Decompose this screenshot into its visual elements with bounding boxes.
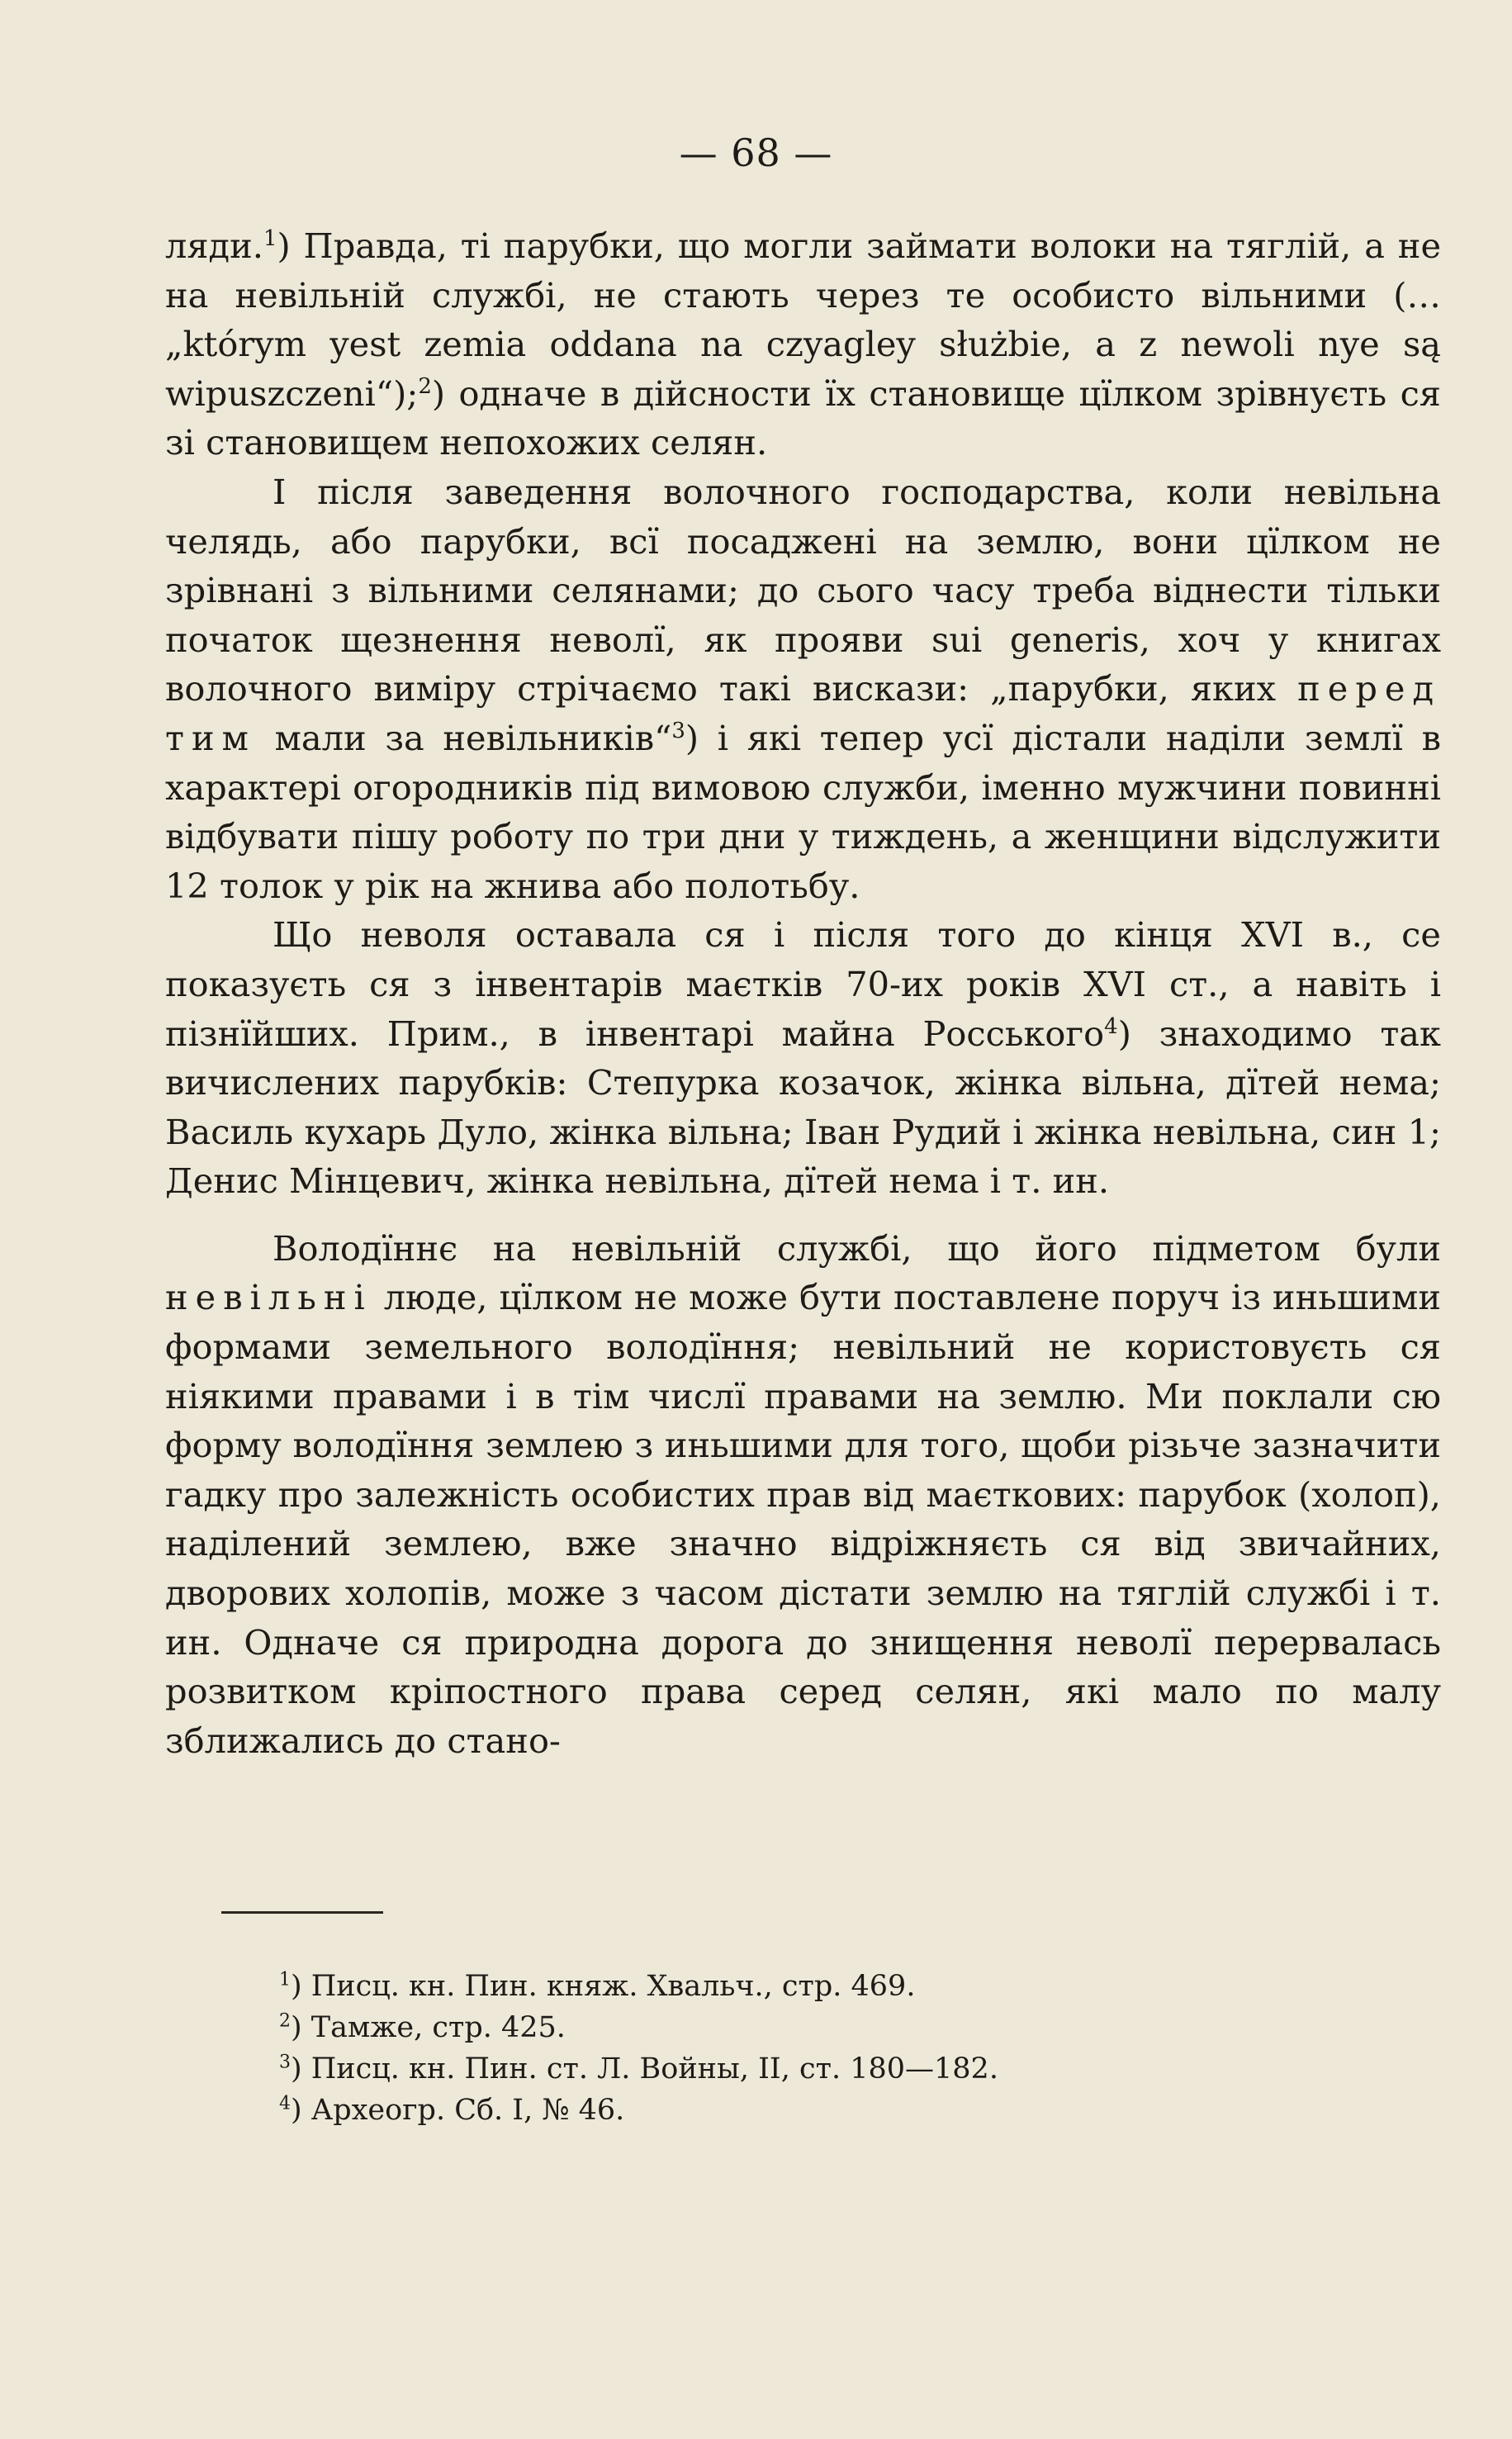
text-run: ) Правда, ті парубки, що могли займати волоки на тяглій, а не на невільній службі, не стають через те особисто вільними (…„którym yest zemia oddana na czyagley służbie, a z newoli nye są wipuszczeni“);: [165, 225, 1441, 414]
text-run: І після заведення волочного господарства, коли невільна челядь, або парубки, всї посаджені на землю, вони цїлком не зрівнані з вільними селянами; до сього часу треба віднести тільки початок щезнення неволї, як прояви sui generis, хоч у книгах волочного виміру стрічаємо такі вискази: „парубки, яких: [165, 471, 1441, 709]
text-run: Що неволя оставала ся і після того до кінця XVI в., се показуєть ся з інвентарів маєтків 70-их років XVI ст., а навіть і пізнїйших. Прим., в інвентарі майна Росського: [165, 914, 1441, 1054]
paragraph-3: [165, 910, 1441, 1206]
spaced-emphasis: перед тим: [165, 668, 1441, 758]
footnote-mark: 1: [279, 1969, 291, 1991]
footnote-ref: 3: [671, 719, 685, 744]
text-run: мали за невільників“: [255, 717, 672, 758]
footnote-mark: 3: [279, 2052, 291, 2073]
footnote-ref: 2: [418, 373, 432, 399]
footnote-1: [279, 1966, 1270, 2007]
footnote-ref: 4: [1104, 1013, 1118, 1039]
footnote-divider: [221, 1911, 383, 1914]
footnote-4: [279, 2090, 1270, 2131]
text-run: ) знаходимо так вичислених парубків: Степурка козачок, жінка вільна, дїтей нема; Василь кухарь Дуло, жінка вільна; Іван Рудий і жінка невільна, син 1; Денис Мінцевич, жінка невільна, дїтей нема і т. ин.: [165, 1013, 1441, 1202]
footnote-text: ) Писц. кн. Пин. ст. Л. Войны, II, ст. 180—182.: [291, 2052, 998, 2085]
footnote-text: ) Писц. кн. Пин. княж. Хвальч., стр. 469.: [291, 1970, 916, 2003]
spaced-emphasis: невільні: [165, 1277, 372, 1318]
text-run: люде, цїлком не може бути поставлене поруч із иньшими формами земельного володїння; невільний не користовуєть ся ніякими правами і в тім числї правами на землю. Ми поклали сю форму володїння землею з иньшими для того, щоби різьче зазначити гадку про залежність особистих прав від маєткових: парубок (холоп), наділений землею, вже значно відріжняєть ся від звичайних, дворових холопів, може з часом дістати землю на тяглій службі і т. ин. Одначе ся природна дорога до знищення неволї перервалась розвитком кріпостного права серед селян, які мало по малу зближались до стано-: [165, 1277, 1441, 1761]
body-text: [165, 221, 1441, 1765]
paragraph-2: [165, 467, 1441, 910]
footnote-mark: 2: [279, 2010, 291, 2032]
paragraph-4: [165, 1224, 1441, 1766]
page-number: — 68 —: [679, 130, 833, 175]
footnote-text: ) Археогр. Сб. I, № 46.: [291, 2094, 625, 2127]
text-run: ) і які тепер усї дістали наділи землї в характері огородників під вимовою служби, іменно мужчини повинні відбувати пішу роботу по три дни у тиждень, а женщини відслужити 12 толок у рік на жнива або полотьбу.: [165, 717, 1442, 906]
text-run: ) одначе в дійсности їх становище цїлком зрівнуєть ся зі становищем непохожих селян.: [165, 372, 1441, 463]
footnotes: [279, 1966, 1270, 2131]
footnote-2: [279, 2007, 1270, 2048]
paragraph-1: [165, 221, 1441, 467]
text-run: Володїннє на невільній службі, що його підметом були: [273, 1227, 1441, 1269]
footnote-ref: 1: [263, 226, 277, 252]
footnote-text: ) Тамже, стр. 425.: [291, 2011, 566, 2044]
footnote-3: [279, 2048, 1270, 2090]
text-run: ляди.: [165, 225, 263, 266]
footnote-mark: 4: [279, 2093, 291, 2114]
